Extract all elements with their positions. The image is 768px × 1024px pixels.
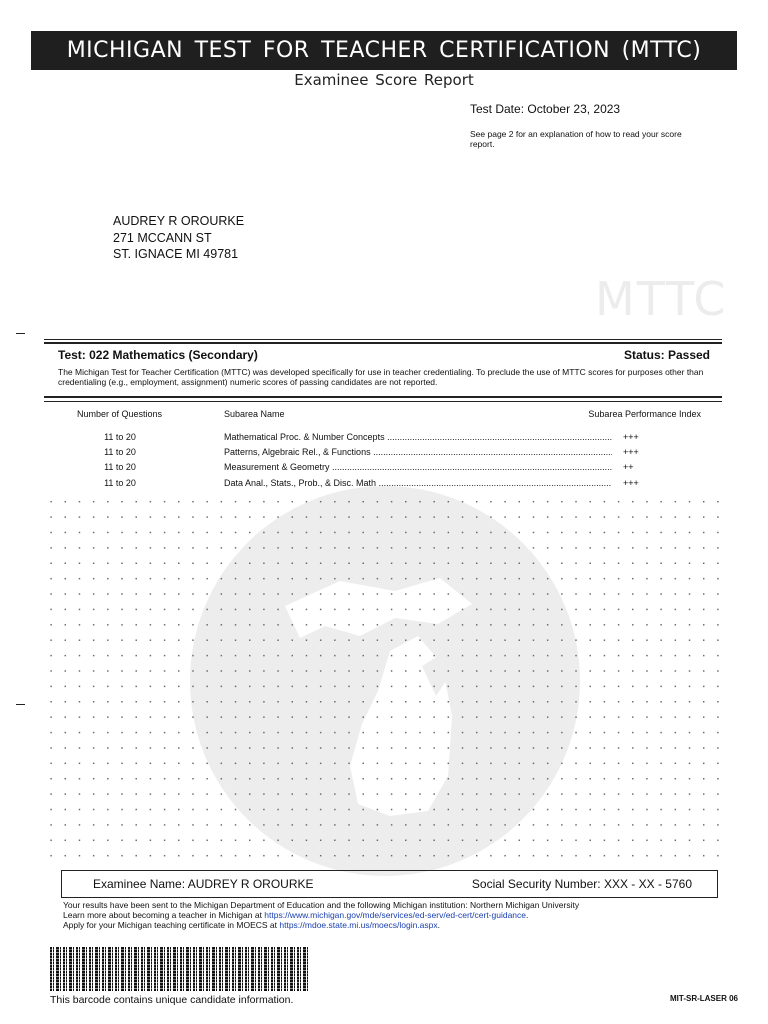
address-city: ST. IGNACE MI 49781 — [113, 247, 239, 261]
learn-more-note — [63, 910, 713, 920]
fold-mark — [16, 333, 25, 334]
row-performance-index: +++ — [623, 478, 639, 488]
learn-more-text: Learn more about becoming a teacher in Michigan at — [63, 910, 265, 920]
apply-text: Apply for your Michigan teaching certificate in MOECS at — [63, 920, 280, 930]
cert-guidance-link[interactable]: https://www.michigan.gov/mde/services/ed-serv/ed-cert/cert-guidance — [264, 910, 527, 920]
divider-rule — [44, 339, 722, 340]
moecs-login-link[interactable]: https://mdoe.state.mi.us/moecs/login.aspx — [279, 920, 438, 930]
report-banner-title: MICHIGAN TEST FOR TEACHER CERTIFICATION (MTTC) — [31, 31, 737, 70]
barcode-note: This barcode contains unique candidate information. — [50, 994, 294, 1006]
row-questions: 11 to 20 — [104, 447, 136, 457]
column-header-subarea: Subarea Name — [224, 409, 285, 419]
punctuation: . — [526, 910, 529, 920]
fold-mark — [16, 704, 25, 705]
address-street: 271 MCCANN ST — [113, 230, 212, 245]
column-header-questions: Number of Questions — [77, 409, 163, 419]
candidate-barcode-icon — [50, 947, 310, 991]
examinee-info-box — [61, 870, 718, 898]
ssn-value: XXX - XX - 5760 — [603, 877, 692, 891]
row-questions: 11 to 20 — [104, 432, 136, 442]
explanation-note: See page 2 for an explanation of how to read your score report. — [470, 129, 682, 149]
examinee-name-label: Examinee Name: — [93, 877, 186, 891]
row-subarea-name: Mathematical Proc. & Number Concepts ..... — [224, 432, 612, 442]
row-subarea-name: Measurement & Geometry ..... — [224, 462, 612, 472]
column-header-index: Subarea Performance Index — [588, 409, 701, 419]
results-sent-note: Your results have been sent to the Michigan Department of Education and the following Michigan institution: Northern Michigan University — [63, 900, 580, 910]
test-status — [624, 348, 710, 362]
row-questions: 11 to 20 — [104, 478, 136, 488]
row-performance-index: +++ — [623, 432, 639, 442]
apply-note — [63, 920, 713, 930]
examinee-name — [93, 871, 314, 897]
report-subtitle: Examinee Score Report — [294, 71, 474, 89]
row-performance-index: +++ — [623, 447, 639, 457]
ssn-label: Social Security Number: — [471, 877, 601, 891]
punctuation: . — [437, 920, 441, 930]
test-date — [470, 102, 620, 116]
test-name: Test: 022 Mathematics (Secondary) — [58, 348, 258, 362]
divider-rule — [44, 396, 722, 398]
test-date-value: October 23, 2023 — [527, 102, 621, 116]
form-code: MIT-SR-LASER 06 — [669, 994, 738, 1003]
row-subarea-name: Data Anal., Stats., Prob., & Disc. Math ..... — [224, 478, 612, 488]
address-name: AUDREY R OROURKE — [113, 214, 245, 228]
divider-rule — [44, 401, 722, 402]
divider-rule — [44, 342, 722, 344]
mailing-address — [113, 213, 244, 263]
row-performance-index: ++ — [623, 462, 634, 472]
row-questions: 11 to 20 — [104, 462, 136, 472]
dot-grid-background — [44, 494, 724, 864]
ssn — [472, 871, 692, 897]
credentialing-disclaimer: The Michigan Test for Teacher Certification (MTTC) was developed specifically for use in teacher credentialing. To preclude the use of MTTC scores for purposes other than credentialing (e.g., employment, assignment) numeric scores of passing candidates are not reported. — [58, 367, 704, 387]
row-subarea-name: Patterns, Algebraic Rel., & Functions ..... — [224, 447, 612, 457]
examinee-name-value: AUDREY R OROURKE — [187, 877, 314, 891]
status-label: Status: — [623, 348, 665, 362]
results-notes — [63, 900, 713, 930]
test-date-label: Test Date: — [470, 102, 525, 116]
status-value: Passed — [667, 348, 710, 362]
mttc-watermark-text: MTTC — [595, 272, 728, 326]
